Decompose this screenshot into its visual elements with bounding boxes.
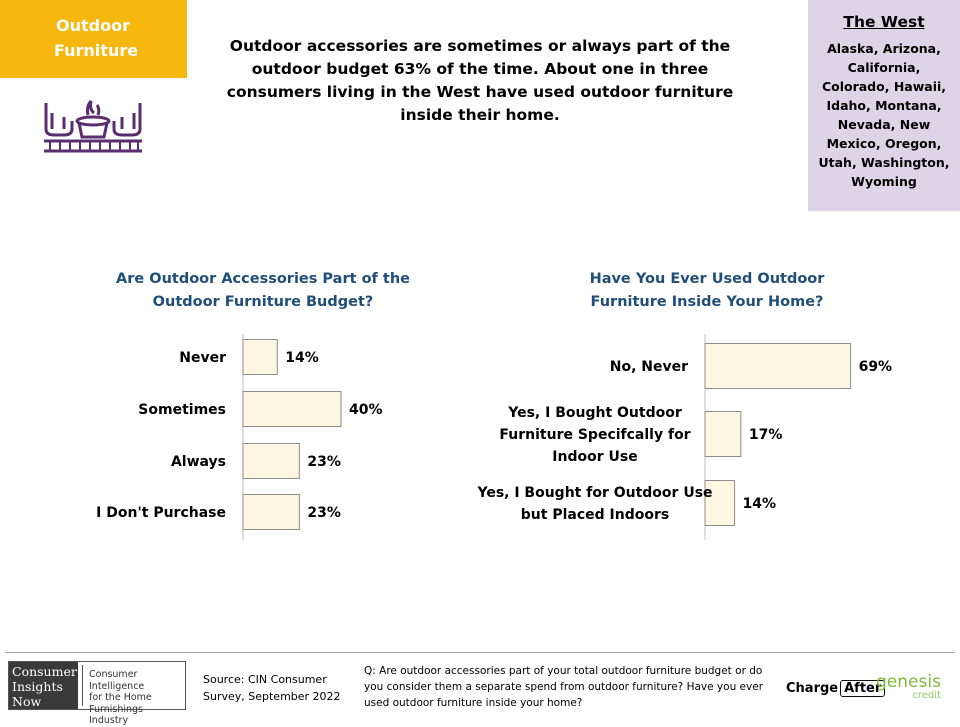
category-line2: Furniture bbox=[54, 41, 139, 60]
source-note bbox=[203, 671, 341, 705]
chart-right-category-line: Yes, I Bought Outdoor bbox=[508, 405, 682, 421]
chart-left-bar bbox=[243, 392, 341, 427]
category-line1: Outdoor bbox=[56, 16, 130, 35]
cin-logo-wordmark bbox=[9, 662, 78, 709]
chart-right-category-line: Furniture Specifcally for bbox=[499, 427, 691, 443]
chart-left-category-label bbox=[171, 454, 226, 470]
chart-right-category-line: Indoor Use bbox=[552, 449, 638, 465]
source-line1: Source: CIN Consumer bbox=[203, 673, 327, 686]
chart-right-category-line: No, Never bbox=[609, 359, 688, 375]
chart-right-value-label: 14% bbox=[742, 496, 777, 512]
chart-left-value-label: 14% bbox=[285, 350, 319, 366]
chart-right-category-label bbox=[610, 359, 688, 375]
region-title: The West bbox=[843, 13, 925, 31]
cin-logo-word-2: Insights bbox=[12, 679, 63, 694]
chart-right-bar bbox=[705, 412, 741, 457]
chargeafter-charge: Charge bbox=[786, 681, 839, 696]
headline-text: Outdoor accessories are sometimes or always part of the outdoor budget 63% of the time. About one in three consumers living in the West have used outdoor furniture inside their home. bbox=[226, 37, 734, 124]
chart-right-category-label bbox=[499, 405, 690, 465]
chart-right-category-line: but Placed Indoors bbox=[520, 507, 670, 523]
chart-left-category-line: Always bbox=[170, 454, 226, 470]
chart-right-title-line2: Furniture Inside Your Home? bbox=[590, 294, 824, 310]
cin-tagline-3: Furnishings Industry bbox=[89, 703, 143, 726]
chart-left-category-label bbox=[179, 350, 226, 366]
chart-left-value-label: 40% bbox=[349, 402, 383, 418]
chart-right-category-line: Yes, I Bought for Outdoor Use bbox=[477, 485, 713, 501]
chart-right-value-label: 17% bbox=[748, 427, 783, 443]
genesis-sub: credit bbox=[912, 690, 941, 701]
chart-left-value-label: 23% bbox=[307, 505, 341, 521]
chart-left-category-label bbox=[96, 505, 226, 521]
chart-right-bar bbox=[705, 344, 851, 389]
question-note: Q: Are outdoor accessories part of your total outdoor furniture budget or do you consider them a separate spend from outdoor furniture? Have you ever used outdoor furniture inside your home? bbox=[364, 665, 764, 709]
source-line2: Survey, September 2022 bbox=[203, 690, 341, 703]
chart-left-value-label: 23% bbox=[307, 454, 341, 470]
chart-left-category-label bbox=[138, 402, 226, 418]
genesis-credit-logo bbox=[876, 673, 941, 701]
chart-right-title-line1: Have You Ever Used Outdoor bbox=[589, 271, 825, 287]
chart-left-bar bbox=[243, 444, 299, 479]
cin-logo-word-1: Consumer bbox=[12, 664, 77, 679]
chart-right-category-label bbox=[476, 485, 712, 523]
cin-logo-word-3: Now bbox=[12, 694, 42, 709]
chart-right-value-label: 69% bbox=[858, 359, 893, 375]
cin-tagline-1: Consumer Intelligence bbox=[89, 669, 145, 692]
chart-left-category-line: Never bbox=[179, 350, 226, 366]
footer-divider bbox=[5, 652, 955, 653]
cin-tagline-2: for the Home bbox=[89, 692, 152, 703]
cin-logo bbox=[8, 661, 186, 726]
genesis-main: genesis bbox=[876, 672, 941, 692]
chargeafter-after: After bbox=[840, 680, 885, 697]
region-states: Alaska, Arizona, California, Colorado, Hawaii, Idaho, Montana, Nevada, New Mexico, Oregon, Utah, Washington, Wyoming bbox=[818, 41, 950, 189]
chart-left-category-line: I Don't Purchase bbox=[96, 505, 226, 521]
chart-left-title-line2: Outdoor Furniture Budget? bbox=[152, 294, 374, 310]
chart-left-bar bbox=[243, 495, 299, 530]
chart-left-title-line1: Are Outdoor Accessories Part of the bbox=[115, 271, 410, 287]
chart-left-bar bbox=[243, 340, 277, 375]
chargeafter-logo bbox=[786, 680, 885, 697]
cin-logo-tagline bbox=[82, 665, 185, 726]
chart-left-category-line: Sometimes bbox=[138, 402, 226, 418]
